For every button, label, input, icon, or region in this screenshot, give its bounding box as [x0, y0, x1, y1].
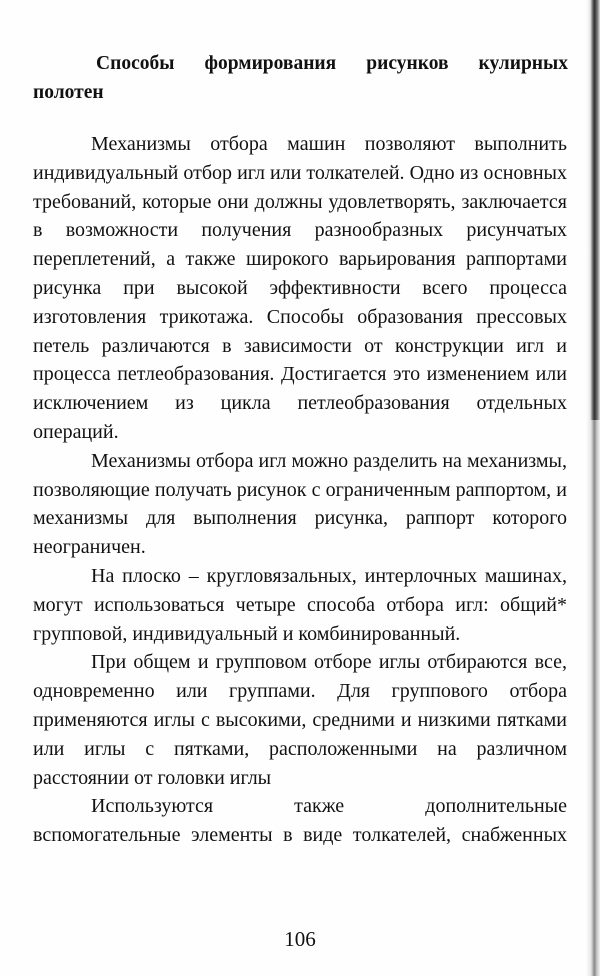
section-heading-line-2: полотен: [33, 82, 104, 103]
paragraph-auxiliary-elements: Используются также дополнительные вспомогательные элементы в виде толкателей, снабженных: [33, 795, 567, 847]
paragraph-general-group-selection: При общем и групповом отборе иглы отбираются все, одновременно или группами. Для группового отбора применяются иглы с высокими, средними и низкими пятками или иглы с пятками, расположенными на различном расстоянии от головки иглы: [33, 651, 567, 789]
paragraph-mechanism-types: Механизмы отбора игл можно разделить на механизмы, позволяющие получать рисунок с ограниченным раппортом, и механизмы для выполнения рисунка, раппорт которого неограничен.: [33, 449, 567, 559]
section-heading-line-1: Способы формирования рисунков кулирных: [96, 53, 568, 74]
paragraph-selection-methods: На плоско – кругловязальных, интерлочных машинах, могут использоваться четыре способа отбора игл: общий* групповой, индивидуальный и комбинированный.: [33, 564, 567, 645]
section-heading: [33, 49, 568, 107]
body-text: [33, 130, 567, 850]
scan-page-edge-shadow: [590, 0, 600, 420]
paragraph-selection-mechanisms: Механизмы отбора машин позволяют выполнить индивидуальный отбор игл или толкателей. Одно из основных требований, которые они должны удовлетворять, заключается в возможности получения разнообразных рисунчатых переплетений, а также широкого варьирования раппортами рисунка при высокой эффективности всего процесса изготовления трикотажа. Способы образования прессовых петель различаются в зависимости от конструкции игл и процесса петлеобразования. Достигается это изменением или исключением из цикла петлеобразования отдельных операций.: [33, 133, 567, 443]
page-number: 106: [284, 927, 316, 951]
